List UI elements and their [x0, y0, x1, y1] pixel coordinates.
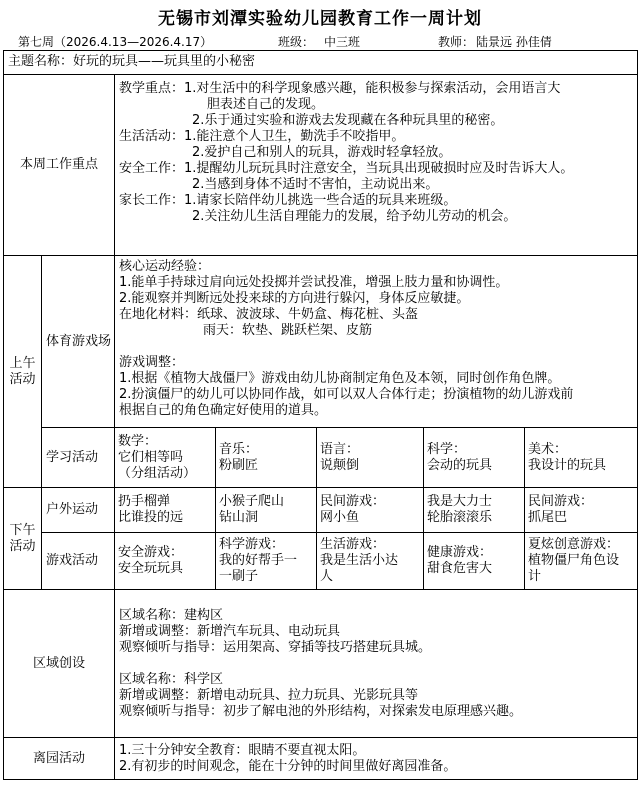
leaving-line: 1.三十分钟安全教育：眼睛不要直视太阳。 [119, 742, 366, 758]
game-title: 安全游戏： [118, 545, 184, 560]
outdoor-cell [115, 488, 216, 533]
game-topic: 计 [528, 569, 542, 584]
outdoor-cell [424, 488, 525, 533]
focus-line: 胆表述自己的发现。 [207, 97, 325, 112]
outdoor-title: 民间游戏： [528, 494, 594, 509]
game-title: 健康游戏： [427, 545, 493, 560]
study-art [525, 428, 638, 488]
focus-line: 教学重点：1.对生活中的科学现象感兴趣，能积极参与探索活动，会用语言大 [119, 81, 561, 96]
game-topic: 安全玩玩具 [118, 561, 184, 576]
morning-label: 上午活动 [4, 256, 42, 488]
outdoor-label: 户外运动 [42, 488, 115, 533]
study-topic: 粉刷匠 [219, 457, 259, 473]
focus-line: 安全工作：1.提醒幼儿玩玩具时注意安全，当玩具出现破损时应及时告诉大人。 [119, 161, 574, 176]
study-topic: 说颠倒 [320, 457, 360, 473]
study-title: 美术： [528, 441, 568, 457]
sports-line: 根据自己的角色确定好使用的道具。 [119, 403, 328, 418]
area-line: 新增或调整：新增电动玩具、拉力玩具、光影玩具等 [119, 687, 419, 703]
leaving-line: 2.有初步的时间观念，能在十分钟的时间里做好离园准备。 [119, 758, 457, 774]
game-cell [424, 533, 525, 590]
sports-content [115, 256, 638, 428]
outdoor-topic: 抓尾巴 [528, 510, 568, 525]
game-topic: 植物僵尸角色设 [528, 553, 620, 568]
game-title: 生活游戏： [320, 537, 386, 552]
game-topic: 我的好帮手一 [219, 553, 298, 568]
class-name: 中三班 [324, 35, 361, 49]
outdoor-topic: 比谁投的远 [118, 510, 184, 525]
theme-name: 主题名称：好玩的玩具——玩具里的小秘密 [4, 51, 638, 75]
focus-line: 2.关注幼儿生活自理能力的发展，给予幼儿劳动的机会。 [192, 209, 517, 224]
outdoor-title: 扔手榴弹 [118, 494, 171, 509]
outdoor-title: 我是大力士 [427, 494, 493, 509]
study-music [216, 428, 317, 488]
game-topic: 一刷子 [219, 569, 259, 584]
afternoon-label: 下午活动 [4, 488, 42, 590]
teacher-names: 陆景远 孙佳倩 [476, 35, 552, 49]
sports-line: 雨天：软垫、跳跃栏架、皮筋 [203, 323, 373, 338]
sports-line: 1.根据《植物大战僵尸》游戏由幼儿协商制定角色及本领，同时创作角色牌。 [119, 371, 561, 386]
sports-line: 2.扮演僵尸的幼儿可以协同作战，如可以双人合体行走；扮演植物的幼儿游戏前 [119, 387, 574, 402]
sports-line: 1.能单手持球过肩向远处投掷并尝试投准，增强上肢力量和协调性。 [119, 275, 509, 290]
study-title: 科学： [427, 441, 467, 457]
study-topic: 我设计的玩具 [528, 457, 607, 473]
focus-line: 2.乐于通过实验和游戏去发现藏在各种玩具里的秘密。 [192, 113, 504, 128]
area-line [119, 656, 633, 672]
sports-line: 核心运动经验： [119, 259, 211, 274]
teacher-label: 教师： [438, 35, 475, 49]
outdoor-cell [525, 488, 638, 533]
area-line: 观察倾听与指导：运用架高、穿插等技巧搭建玩具城。 [119, 639, 432, 655]
area-line: 新增或调整：新增汽车玩具、电动玩具 [119, 623, 341, 639]
study-topic: 会动的玩具 [427, 457, 493, 473]
plan-table [3, 50, 638, 780]
outdoor-topic: 钻山洞 [219, 510, 259, 525]
leaving-content [115, 738, 638, 780]
study-math [115, 428, 216, 488]
outdoor-title: 民间游戏： [320, 494, 386, 509]
study-title: 语言： [320, 441, 360, 457]
focus-line: 生活活动：1.能注意个人卫生，勤洗手不咬指甲。 [119, 129, 405, 144]
game-label: 游戏活动 [42, 533, 115, 590]
areas-label: 区域创设 [4, 590, 115, 738]
outdoor-cell [216, 488, 317, 533]
sports-label: 体育游戏场 [42, 256, 115, 428]
game-topic: 我是生活小达 [320, 553, 399, 568]
focus-line: 2.爱护自己和别人的玩具，游戏时轻拿轻放。 [192, 145, 452, 160]
game-topic: 甜食危害大 [427, 561, 493, 576]
sports-line: 2.能观察并判断远处投来球的方向进行躲闪，身体反应敏捷。 [119, 291, 470, 306]
game-cell [115, 533, 216, 590]
study-title: 数学： [118, 433, 158, 449]
leaving-label: 离园活动 [4, 738, 115, 780]
study-topic: 它们相等吗 [118, 449, 184, 465]
focus-line: 2.当感到身体不适时不害怕，主动说出来。 [192, 177, 439, 192]
game-topic: 人 [320, 569, 334, 584]
weekly-focus-label: 本周工作重点 [4, 75, 115, 256]
sports-line: 游戏调整： [119, 355, 185, 370]
week-range: 第七周（2026.4.13—2026.4.17） [18, 35, 213, 49]
outdoor-topic: 轮胎滚滚乐 [427, 510, 493, 525]
study-label: 学习活动 [42, 428, 115, 488]
page-title: 无锡市刘潭实验幼儿园教育工作一周计划 [158, 9, 482, 29]
sports-line: 在地化材料：纸球、波波球、牛奶盒、梅花桩、头盔 [119, 307, 419, 322]
study-science [424, 428, 525, 488]
focus-line: 家长工作：1.请家长陪伴幼儿挑选一些合适的玩具来班级。 [119, 193, 457, 208]
outdoor-title: 小猴子爬山 [219, 494, 285, 509]
game-cell [525, 533, 638, 590]
areas-content [115, 590, 638, 738]
sports-line [119, 339, 633, 355]
game-cell [317, 533, 424, 590]
study-title: 音乐： [219, 441, 259, 457]
area-line: 区域名称：科学区 [119, 671, 224, 687]
outdoor-topic: 网小鱼 [320, 510, 360, 525]
area-line: 观察倾听与指导：初步了解电池的外形结构，对探索发电原理感兴趣。 [119, 703, 523, 719]
outdoor-cell [317, 488, 424, 533]
game-title: 夏炫创意游戏： [528, 537, 620, 552]
area-line: 区域名称：建构区 [119, 607, 224, 623]
game-title: 科学游戏： [219, 537, 285, 552]
game-cell [216, 533, 317, 590]
study-note: （分组活动） [118, 465, 197, 481]
study-language [317, 428, 424, 488]
class-label: 班级： [278, 35, 315, 49]
weekly-focus-content [115, 75, 638, 256]
